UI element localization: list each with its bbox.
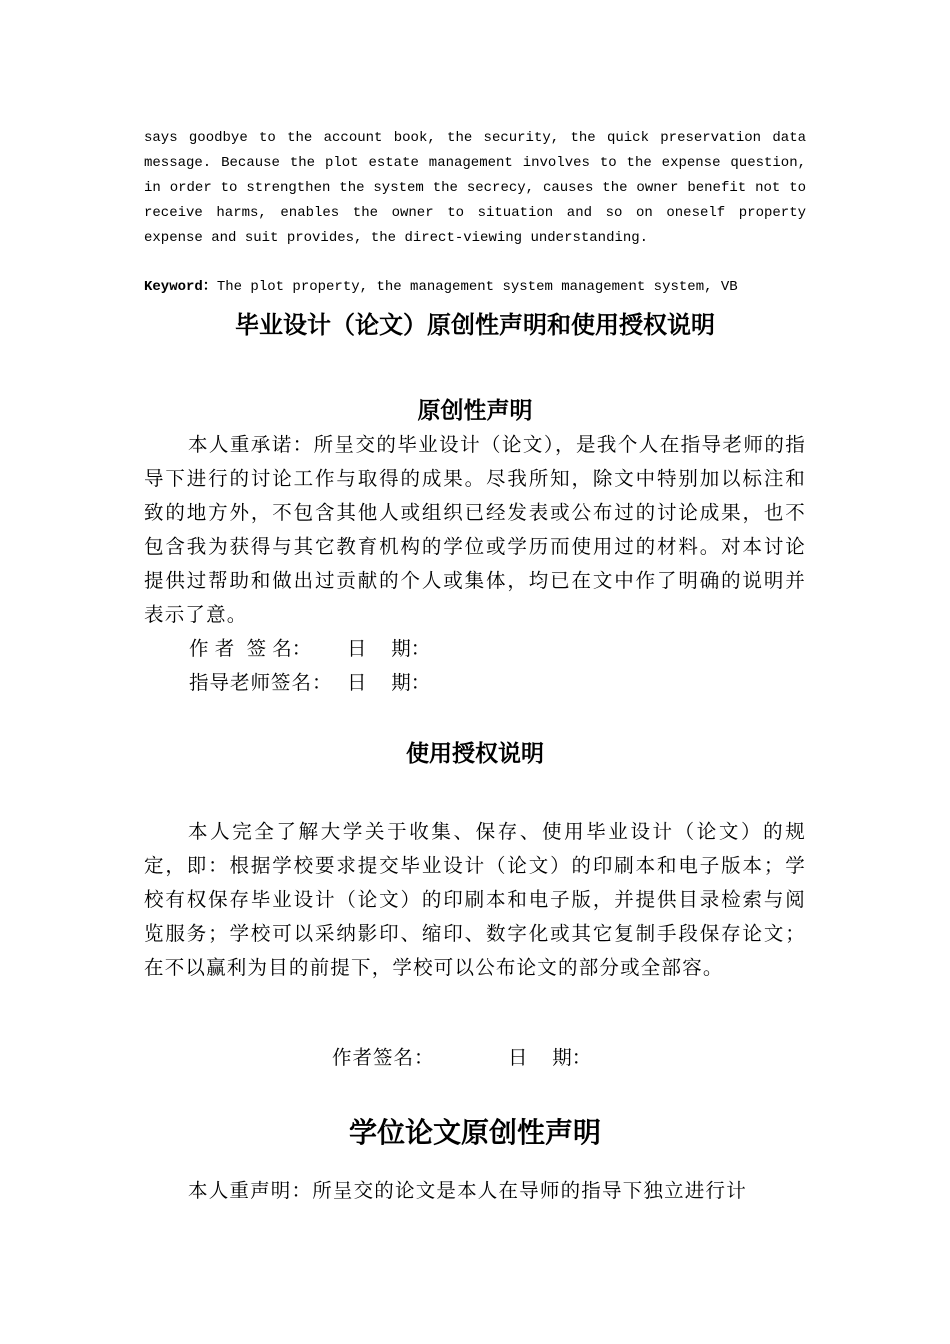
thesis-originality-title: 学位论文原创性声明 [348, 1116, 601, 1149]
thesis-originality-body: 本人重声明：所呈交的论文是本人在导师的指导下独立进行计 [188, 1179, 747, 1202]
advisor-signature-line [189, 668, 430, 698]
abstract-english-text: says goodbye to the account book, the security, the quick preservation data message. Because the plot estate management involves to the expense question, in order to strengthen the system the secrecy, causes the owner benefit not to receive harms, enables the owner to situation and so on oneself property expense and suit provides, the direct-viewing understanding. [144, 130, 806, 246]
authorization-author-signature-label: 作者签名： [332, 1046, 435, 1069]
author-signature-label: 作 者 签 名： [189, 637, 312, 660]
authorization-title: 使用授权说明 [406, 741, 544, 767]
keywords-label: Keyword： [144, 279, 217, 295]
author-date-label: 日 期： [347, 637, 431, 660]
advisor-date-label: 日 期： [347, 671, 431, 694]
advisor-signature-label: 指导老师签名： [189, 671, 333, 694]
authorization-signature-line [332, 1043, 591, 1073]
authorization-date-label: 日 期： [508, 1046, 592, 1069]
keywords-line [144, 276, 844, 298]
authorization-body: 本人完全了解大学关于收集、保存、使用毕业设计（论文）的规定，即：根据学校要求提交毕业设计（论文）的印刷本和电子版本；学校有权保存毕业设计（论文）的印刷本和电子版，并提供目录检索与阅览服务；学校可以采纳影印、缩印、数字化或其它复制手段保存论文；在不以赢利为目的前提下，学校可以公布论文的部分或全部容。 [144, 820, 806, 979]
originality-statement-title: 原创性声明 [417, 398, 533, 424]
author-signature-line [189, 634, 430, 664]
keywords-text: The plot property, the management system management system, VB [216, 279, 738, 295]
declaration-title: 毕业设计（论文）原创性声明和使用授权说明 [235, 311, 715, 339]
originality-statement-body: 本人重承诺：所呈交的毕业设计（论文），是我个人在指导老师的指导下进行的讨论工作与取得的成果。尽我所知，除文中特别加以标注和致的地方外，不包含其他人或组织已经发表或公布过的讨论成果，也不包含我为获得与其它教育机构的学位或学历而使用过的材料。对本讨论提供过帮助和做出过贡献的个人或集体，均已在文中作了明确的说明并表示了意。 [144, 433, 806, 626]
